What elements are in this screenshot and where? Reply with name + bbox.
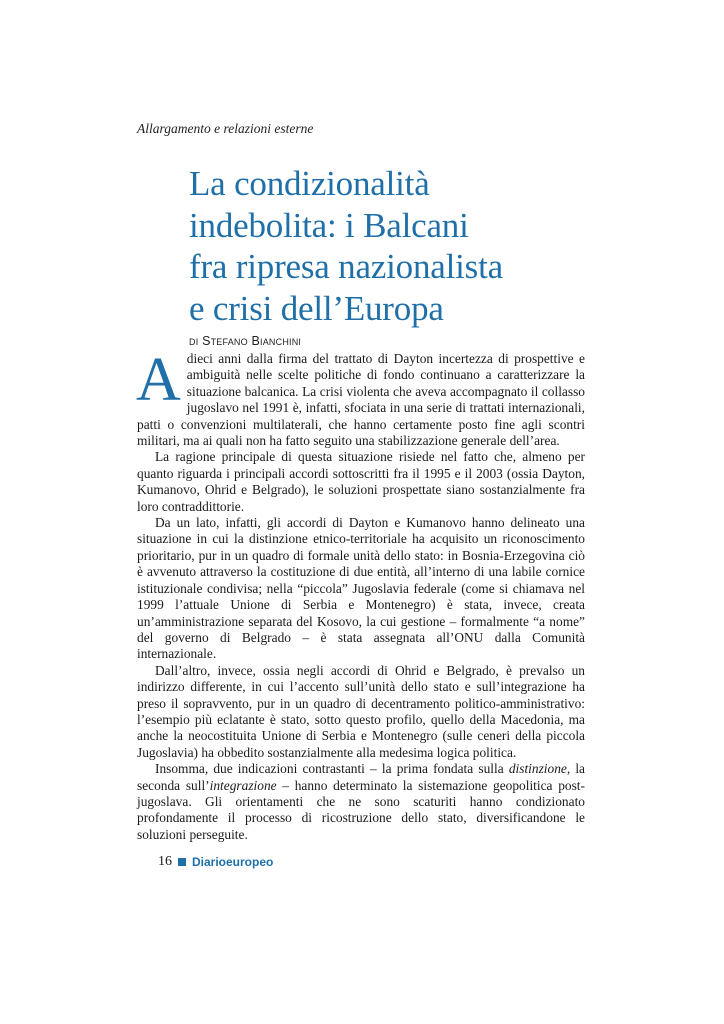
title-line: La condizionalità: [189, 164, 430, 203]
paragraph: [136, 346, 585, 449]
journal-name: Diarioeuropeo: [192, 855, 274, 869]
article-body: [136, 346, 585, 843]
paragraph: Da un lato, infatti, gli accordi di Dayton e Kumanovo hanno delineato una situazione in cui la distinzione etnico-territoriale ha acquisito un riconoscimento prioritario, pur in un quadro di formale unità dello stato: in Bosnia-Erzegovina ciò è avvenuto attraverso la costituzione di due entità, all’interno di una labile cornice istituzionale condivisa; nella “piccola” Jugoslavia federale (come si chiamava nel 1999 l’attuale Unione di Serbia e Montenegro) è stata, invece, creata un’amministrazione separata del Kosovo, la cui gestione – formalmente “a nome” del governo di Belgrado – è stata assegnata all’ONU dalla Comunità internazionale.: [137, 515, 585, 662]
byline-text: di Stefano Bianchini: [189, 334, 302, 348]
paragraph: Dall’altro, invece, ossia negli accordi di Ohrid e Belgrado, è prevalso un indirizzo differente, in cui l’accento sull’unità dello stato e sull’integrazione ha preso il sopravvento, pur in un quadro di decentramento politico-amministrativo: l’esempio più eclatante è stato, sotto questo profilo, quello della Macedonia, ma anche la neocostituita Unione di Serbia e Montenegro (sulle ceneri della piccola Jugoslavia) ha obbedito sostanzialmente alla medesima logica politica.: [137, 662, 585, 760]
drop-cap: A: [136, 346, 181, 414]
title-line: fra ripresa nazionalista: [189, 247, 503, 286]
section-label: Allargamento e relazioni esterne: [137, 121, 314, 136]
title-line: indebolita: i Balcani: [189, 205, 469, 245]
square-bullet-icon: [178, 858, 186, 866]
paragraph: La ragione principale di questa situazione risiede nel fatto che, almeno per quanto riguarda i principali accordi sottoscritti fra il 1995 e il 2003 (ossia Dayton, Kumanovo, Ohrid e Belgrado), le soluzioni prospettate siano sostanzialmente fra loro contraddittorie.: [137, 449, 585, 514]
paragraph-text: dieci anni dalla firma del trattato di Dayton incertezza di prospettive e ambiguità nelle scelte politiche di fondo continuano a caratterizzare la situazione balcanica. La crisi violenta che aveva accompagnato il collasso jugoslavo nel 1991 è, infatti, sfociata in una serie di trattati internazionali, patti o convenzioni multilaterali, che hanno certamente posto fine agli scontri militari, ma ai quali non ha fatto seguito una stabilizzazione generale dell’area.: [137, 351, 585, 449]
paragraph-text: Insomma, due indicazioni contrastanti – la prima fondata sulla: [155, 761, 509, 777]
paragraph-text: – hanno determinato la sistemazione geopolitica post-jugoslava. Gli orientamenti che ne sono scaturiti hanno condizionato profondamente il processo di ricostruzione dello stato, diversificandone le soluzioni perseguite.: [137, 777, 585, 842]
paragraph-text: , la seconda sull’: [137, 761, 585, 793]
title-line: e crisi dell’Europa: [189, 288, 444, 328]
byline: [189, 334, 301, 348]
article-title: [189, 163, 609, 329]
emphasis: distinzione: [508, 761, 567, 777]
page-footer: [158, 854, 273, 870]
paragraph: [137, 761, 585, 843]
emphasis: integrazione: [209, 777, 277, 793]
page-number: 16: [158, 854, 172, 869]
